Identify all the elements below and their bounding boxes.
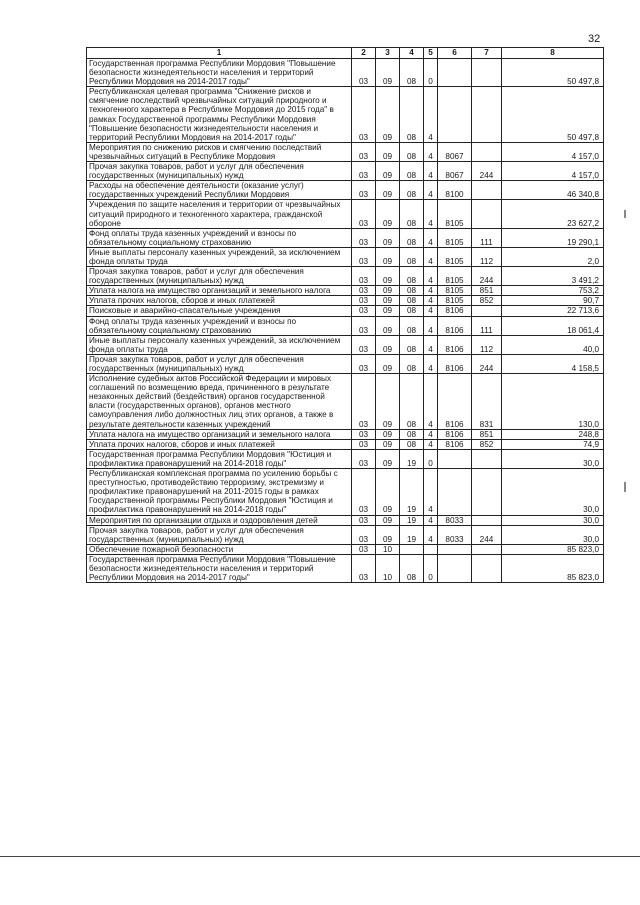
row-code-cell: 09 (376, 286, 400, 296)
row-code-cell: 08 (400, 374, 424, 430)
table-row (87, 429, 604, 439)
row-code-cell: 8106 (438, 439, 472, 449)
row-sum-cell: 4 157,0 (502, 142, 604, 161)
row-code-cell: 10 (376, 544, 400, 554)
row-code-cell: 03 (352, 162, 376, 181)
row-code-cell: 8106 (438, 354, 472, 373)
row-code-cell: 244 (472, 162, 502, 181)
row-code-cell: 09 (376, 525, 400, 544)
row-code-cell: 4 (424, 429, 438, 439)
row-name-cell: Иные выплаты персоналу казенных учреждений, за исключением фонда оплаты труда (87, 335, 352, 354)
row-code-cell: 03 (352, 544, 376, 554)
row-code-cell: 19 (400, 449, 424, 468)
table-row (87, 267, 604, 286)
row-code-cell: 112 (472, 247, 502, 266)
row-sum-cell: 30,0 (502, 449, 604, 468)
row-code-cell: 03 (352, 247, 376, 266)
row-sum-cell: 50 497,8 (502, 87, 604, 143)
row-code-cell: 09 (376, 87, 400, 143)
row-code-cell: 8106 (438, 316, 472, 335)
row-code-cell: 4 (424, 469, 438, 515)
row-code-cell: 09 (376, 335, 400, 354)
row-code-cell: 03 (352, 439, 376, 449)
table-row (87, 354, 604, 373)
row-code-cell (438, 449, 472, 468)
row-code-cell: 03 (352, 286, 376, 296)
row-code-cell: 8067 (438, 142, 472, 161)
row-code-cell: 09 (376, 247, 400, 266)
row-code-cell: 03 (352, 374, 376, 430)
row-code-cell: 19 (400, 525, 424, 544)
row-sum-cell: 18 061,4 (502, 316, 604, 335)
row-code-cell: 4 (424, 87, 438, 143)
row-code-cell: 08 (400, 335, 424, 354)
table-row (87, 554, 604, 582)
row-code-cell: 03 (352, 515, 376, 525)
row-code-cell: 09 (376, 449, 400, 468)
row-code-cell: 8106 (438, 429, 472, 439)
row-sum-cell: 85 823,0 (502, 554, 604, 582)
header-cell: 4 (400, 48, 424, 59)
row-sum-cell: 30,0 (502, 525, 604, 544)
row-sum-cell: 4 158,5 (502, 354, 604, 373)
header-cell: 7 (472, 48, 502, 59)
row-code-cell (438, 544, 472, 554)
table-row (87, 335, 604, 354)
table-row (87, 515, 604, 525)
row-code-cell: 09 (376, 228, 400, 247)
row-code-cell: 4 (424, 296, 438, 306)
row-code-cell: 4 (424, 374, 438, 430)
table-row (87, 306, 604, 316)
row-sum-cell: 30,0 (502, 469, 604, 515)
row-name-cell: Прочая закупка товаров, работ и услуг для обеспечения государственных (муниципальных) нужд (87, 162, 352, 181)
row-code-cell: 8105 (438, 286, 472, 296)
row-code-cell: 08 (400, 306, 424, 316)
row-name-cell: Фонд оплаты труда казенных учреждений и взносы по обязательному социальному страхованию (87, 316, 352, 335)
row-name-cell: Обеспечение пожарной безопасности (87, 544, 352, 554)
row-code-cell: 09 (376, 429, 400, 439)
table-row (87, 439, 604, 449)
row-code-cell: 4 (424, 286, 438, 296)
row-code-cell: 08 (400, 439, 424, 449)
row-code-cell: 08 (400, 87, 424, 143)
row-code-cell: 09 (376, 469, 400, 515)
row-code-cell: 4 (424, 228, 438, 247)
row-code-cell: 09 (376, 142, 400, 161)
row-code-cell: 244 (472, 354, 502, 373)
row-code-cell: 08 (400, 59, 424, 87)
row-code-cell: 03 (352, 554, 376, 582)
row-code-cell: 03 (352, 316, 376, 335)
row-code-cell: 4 (424, 306, 438, 316)
row-code-cell (472, 554, 502, 582)
row-code-cell: 0 (424, 59, 438, 87)
table-row (87, 59, 604, 87)
table-row (87, 449, 604, 468)
row-code-cell (472, 181, 502, 200)
row-code-cell: 08 (400, 181, 424, 200)
row-code-cell: 03 (352, 354, 376, 373)
row-code-cell: 4 (424, 525, 438, 544)
row-code-cell: 08 (400, 354, 424, 373)
row-code-cell: 831 (472, 374, 502, 430)
row-code-cell: 08 (400, 142, 424, 161)
header-cell: 8 (502, 48, 604, 59)
row-sum-cell: 50 497,8 (502, 59, 604, 87)
row-code-cell (438, 554, 472, 582)
table-row (87, 200, 604, 228)
row-code-cell: 03 (352, 142, 376, 161)
row-code-cell: 03 (352, 200, 376, 228)
row-code-cell (472, 142, 502, 161)
row-code-cell: 4 (424, 267, 438, 286)
row-sum-cell: 85 823,0 (502, 544, 604, 554)
row-code-cell: 4 (424, 335, 438, 354)
row-code-cell (438, 469, 472, 515)
row-code-cell: 08 (400, 429, 424, 439)
row-sum-cell: 2,0 (502, 247, 604, 266)
row-code-cell: 112 (472, 335, 502, 354)
row-code-cell: 09 (376, 354, 400, 373)
row-sum-cell: 90,7 (502, 296, 604, 306)
row-code-cell (424, 544, 438, 554)
header-cell: 6 (438, 48, 472, 59)
row-code-cell: 4 (424, 247, 438, 266)
row-name-cell: Прочая закупка товаров, работ и услуг для обеспечения государственных (муниципальных) нужд (87, 354, 352, 373)
row-code-cell: 09 (376, 200, 400, 228)
row-code-cell: 08 (400, 286, 424, 296)
header-cell: 1 (87, 48, 352, 59)
header-cell: 5 (424, 48, 438, 59)
table-header-row (87, 48, 604, 59)
row-sum-cell: 74,9 (502, 439, 604, 449)
row-code-cell: 03 (352, 449, 376, 468)
row-code-cell: 03 (352, 306, 376, 316)
row-sum-cell: 3 491,2 (502, 267, 604, 286)
row-code-cell: 09 (376, 296, 400, 306)
row-name-cell: Государственная программа Республики Мордовия "Повышение безопасности жизнедеятельности населения и территорий Республики Мордовия на 2014-2017 годы" (87, 59, 352, 87)
row-code-cell: 09 (376, 306, 400, 316)
row-code-cell: 4 (424, 316, 438, 335)
row-code-cell: 03 (352, 296, 376, 306)
row-name-cell: Уплата прочих налогов, сборов и иных платежей (87, 296, 352, 306)
row-code-cell: 4 (424, 181, 438, 200)
row-name-cell: Государственная программа Республики Мордовия "Повышение безопасности жизнедеятельности населения и территорий Республики Мордовия на 2014-2017 годы" (87, 554, 352, 582)
header-cell: 2 (352, 48, 376, 59)
row-name-cell: Республиканская целевая программа "Снижение рисков и смягчение последствий чрезвычайных ситуаций природного и техногенного характера в Республике Мордовия до 2015 года" в рамках Государственной программы Республики Мордовия "Повышение безопасности жизнедеятельности населения и территорий Республики Мордовия на 2014-2017 годы" (87, 87, 352, 143)
row-code-cell: 09 (376, 59, 400, 87)
row-sum-cell: 19 290,1 (502, 228, 604, 247)
row-code-cell: 111 (472, 228, 502, 247)
row-name-cell: Уплата налога на имущество организаций и земельного налога (87, 429, 352, 439)
row-code-cell: 851 (472, 286, 502, 296)
row-code-cell (472, 87, 502, 143)
row-name-cell: Мероприятия по снижению рисков и смягчению последствий чрезвычайных ситуаций в Республике Мордовия (87, 142, 352, 161)
row-code-cell: 08 (400, 296, 424, 306)
scan-margin-mark (624, 210, 626, 218)
table-row (87, 469, 604, 515)
table-row (87, 296, 604, 306)
row-code-cell: 09 (376, 181, 400, 200)
row-code-cell: 09 (376, 162, 400, 181)
row-code-cell: 09 (376, 316, 400, 335)
row-code-cell: 03 (352, 59, 376, 87)
row-code-cell: 03 (352, 469, 376, 515)
page-number: 32 (588, 33, 601, 45)
row-code-cell: 8106 (438, 335, 472, 354)
row-code-cell: 08 (400, 554, 424, 582)
row-code-cell: 8105 (438, 247, 472, 266)
row-code-cell (472, 469, 502, 515)
row-code-cell: 244 (472, 525, 502, 544)
row-code-cell: 8105 (438, 228, 472, 247)
table-body (87, 59, 604, 583)
row-name-cell: Исполнение судебных актов Российской Федерации и мировых соглашений по возмещению вреда, причиненного в результате незаконных действий (бездействия) органов государственной власти (государственных органов), органов местного самоуправления либо должностных лиц этих органов, а также в результате деятельности казенных учреждений (87, 374, 352, 430)
row-code-cell (400, 544, 424, 554)
row-sum-cell: 22 713,6 (502, 306, 604, 316)
row-name-cell: Иные выплаты персоналу казенных учреждений, за исключением фонда оплаты труда (87, 247, 352, 266)
row-code-cell: 4 (424, 200, 438, 228)
row-code-cell: 111 (472, 316, 502, 335)
row-code-cell (472, 515, 502, 525)
row-code-cell: 4 (424, 439, 438, 449)
row-code-cell (438, 87, 472, 143)
row-code-cell: 4 (424, 142, 438, 161)
row-code-cell: 0 (424, 554, 438, 582)
table-row (87, 525, 604, 544)
row-code-cell (472, 544, 502, 554)
row-code-cell: 4 (424, 162, 438, 181)
row-code-cell: 8033 (438, 515, 472, 525)
row-code-cell: 851 (472, 429, 502, 439)
row-code-cell: 244 (472, 267, 502, 286)
row-sum-cell: 4 157,0 (502, 162, 604, 181)
row-name-cell: Прочая закупка товаров, работ и услуг для обеспечения государственных (муниципальных) нужд (87, 525, 352, 544)
row-name-cell: Мероприятия по организации отдыха и оздоровления детей (87, 515, 352, 525)
row-code-cell (472, 306, 502, 316)
row-code-cell: 8106 (438, 374, 472, 430)
row-code-cell: 0 (424, 449, 438, 468)
table-row (87, 286, 604, 296)
row-code-cell (438, 59, 472, 87)
row-name-cell: Фонд оплаты труда казенных учреждений и взносы по обязательному социальному страхованию (87, 228, 352, 247)
table-row (87, 374, 604, 430)
row-code-cell: 8106 (438, 306, 472, 316)
row-sum-cell: 753,2 (502, 286, 604, 296)
row-sum-cell: 40,0 (502, 335, 604, 354)
table-row (87, 142, 604, 161)
row-code-cell: 03 (352, 429, 376, 439)
row-name-cell: Поисковые и аварийно-спасательные учреждения (87, 306, 352, 316)
row-code-cell: 19 (400, 515, 424, 525)
row-code-cell: 8100 (438, 181, 472, 200)
row-code-cell: 03 (352, 87, 376, 143)
budget-table (86, 47, 604, 583)
row-code-cell: 852 (472, 439, 502, 449)
row-name-cell: Государственная программа Республики Мордовия "Юстиция и профилактика правонарушений на 2014-2018 годы" (87, 449, 352, 468)
row-code-cell: 08 (400, 247, 424, 266)
table-row (87, 544, 604, 554)
row-name-cell: Уплата налога на имущество организаций и земельного налога (87, 286, 352, 296)
row-code-cell: 08 (400, 162, 424, 181)
table-row (87, 316, 604, 335)
row-code-cell (472, 449, 502, 468)
row-code-cell: 10 (376, 554, 400, 582)
table-row (87, 181, 604, 200)
table-row (87, 87, 604, 143)
row-sum-cell: 130,0 (502, 374, 604, 430)
scan-bottom-rule (0, 856, 640, 857)
row-code-cell: 19 (400, 469, 424, 515)
row-code-cell: 03 (352, 181, 376, 200)
row-code-cell (472, 59, 502, 87)
table-row (87, 228, 604, 247)
row-code-cell: 8033 (438, 525, 472, 544)
row-code-cell (472, 200, 502, 228)
row-code-cell: 8105 (438, 267, 472, 286)
row-code-cell: 8067 (438, 162, 472, 181)
row-code-cell: 03 (352, 228, 376, 247)
row-name-cell: Прочая закупка товаров, работ и услуг для обеспечения государственных (муниципальных) нужд (87, 267, 352, 286)
row-sum-cell: 23 627,2 (502, 200, 604, 228)
row-sum-cell: 30,0 (502, 515, 604, 525)
row-code-cell: 03 (352, 335, 376, 354)
row-code-cell: 09 (376, 439, 400, 449)
row-code-cell: 8105 (438, 296, 472, 306)
row-code-cell: 852 (472, 296, 502, 306)
row-code-cell: 09 (376, 267, 400, 286)
row-code-cell: 4 (424, 515, 438, 525)
row-name-cell: Учреждения по защите населения и территории от чрезвычайных ситуаций природного и техногенного характера, гражданской обороне (87, 200, 352, 228)
row-name-cell: Расходы на обеспечение деятельности (оказание услуг) государственных учреждений Республики Мордовия (87, 181, 352, 200)
row-code-cell: 4 (424, 354, 438, 373)
row-code-cell: 08 (400, 228, 424, 247)
row-code-cell: 08 (400, 316, 424, 335)
row-sum-cell: 46 340,8 (502, 181, 604, 200)
table-row (87, 247, 604, 266)
row-code-cell: 08 (400, 200, 424, 228)
row-sum-cell: 248,8 (502, 429, 604, 439)
table-row (87, 162, 604, 181)
row-name-cell: Уплата прочих налогов, сборов и иных платежей (87, 439, 352, 449)
header-cell: 3 (376, 48, 400, 59)
scan-margin-mark (624, 482, 626, 492)
row-code-cell: 09 (376, 374, 400, 430)
row-code-cell: 03 (352, 267, 376, 286)
row-code-cell: 09 (376, 515, 400, 525)
row-code-cell: 08 (400, 267, 424, 286)
row-code-cell: 8105 (438, 200, 472, 228)
row-code-cell: 03 (352, 525, 376, 544)
row-name-cell: Республиканская комплексная программа по усилению борьбы с преступностью, противодействию терроризму, экстремизму и профилактике правонарушений на 2011-2015 годы в рамках Государственной программы Республики Мордовия "Юстиция и профилактика правонарушений на 2014-2018 годы" (87, 469, 352, 515)
